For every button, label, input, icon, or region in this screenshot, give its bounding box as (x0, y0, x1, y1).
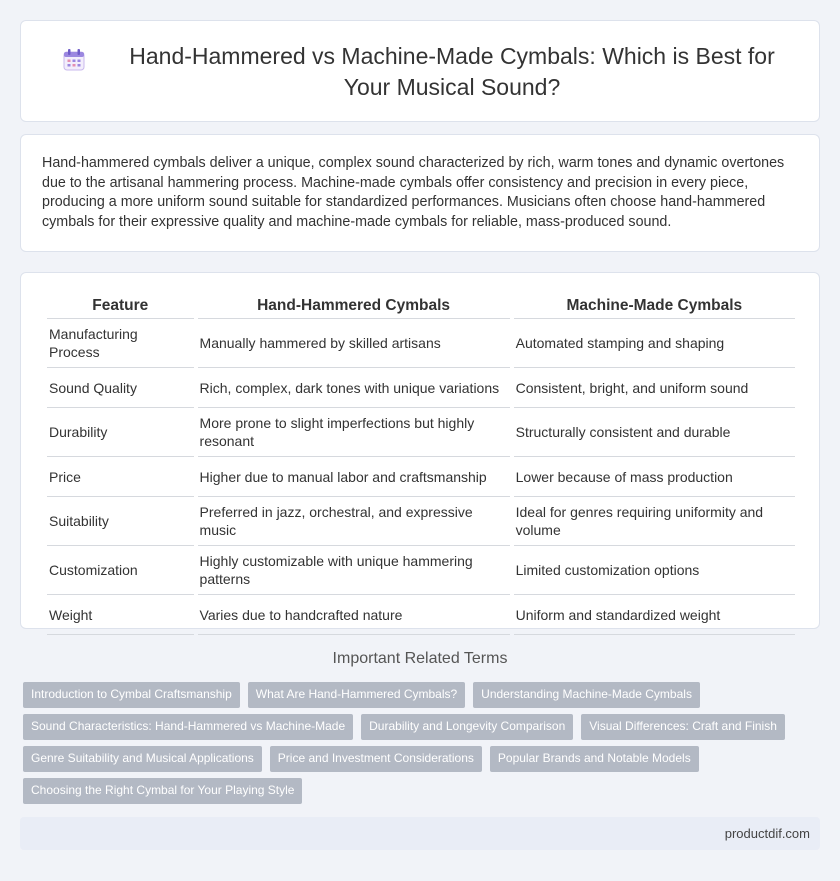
table-row (47, 319, 795, 368)
machine-made-cell: Structurally consistent and durable (514, 408, 795, 457)
header-feature: Feature (47, 295, 194, 319)
machine-made-cell: Consistent, bright, and uniform sound (514, 368, 795, 408)
machine-made-cell: Uniform and standardized weight (514, 595, 795, 635)
related-term-tag[interactable]: Price and Investment Considerations (270, 746, 482, 772)
title-card (20, 20, 820, 122)
tag-row (23, 778, 803, 804)
table-row (47, 457, 795, 497)
related-term-tag[interactable]: Introduction to Cymbal Craftsmanship (23, 682, 240, 708)
table-row (47, 497, 795, 546)
feature-cell: Durability (47, 408, 194, 457)
header-machine-made: Machine-Made Cymbals (514, 295, 795, 319)
related-terms-list (23, 682, 803, 810)
related-term-tag[interactable]: Sound Characteristics: Hand-Hammered vs Machine-Made (23, 714, 353, 740)
footer-site-link[interactable]: productdif.com (724, 826, 810, 841)
related-term-tag[interactable]: Genre Suitability and Musical Applications (23, 746, 262, 772)
machine-made-cell: Limited customization options (514, 546, 795, 595)
related-term-tag[interactable]: Choosing the Right Cymbal for Your Playing Style (23, 778, 302, 804)
tag-row (23, 682, 803, 708)
related-term-tag[interactable]: Visual Differences: Craft and Finish (581, 714, 785, 740)
hand-hammered-cell: Manually hammered by skilled artisans (198, 319, 510, 368)
feature-cell: Customization (47, 546, 194, 595)
title-wrap (61, 41, 799, 103)
related-term-tag[interactable]: Popular Brands and Notable Models (490, 746, 699, 772)
footer (20, 817, 820, 850)
hand-hammered-cell: Preferred in jazz, orchestral, and expressive music (198, 497, 510, 546)
comparison-card (20, 272, 820, 629)
hand-hammered-cell: Varies due to handcrafted nature (198, 595, 510, 635)
table-row (47, 546, 795, 595)
calendar-icon (61, 47, 87, 73)
feature-cell: Suitability (47, 497, 194, 546)
hand-hammered-cell: More prone to slight imperfections but highly resonant (198, 408, 510, 457)
related-term-tag[interactable]: What Are Hand-Hammered Cymbals? (248, 682, 465, 708)
hand-hammered-cell: Highly customizable with unique hammering patterns (198, 546, 510, 595)
comparison-table (43, 295, 799, 635)
table-row (47, 368, 795, 408)
feature-cell: Weight (47, 595, 194, 635)
feature-cell: Sound Quality (47, 368, 194, 408)
related-term-tag[interactable]: Durability and Longevity Comparison (361, 714, 573, 740)
table-header-row (47, 295, 795, 319)
page-title: Hand-Hammered vs Machine-Made Cymbals: Which is Best for Your Musical Sound? (129, 43, 775, 100)
feature-cell: Manufacturing Process (47, 319, 194, 368)
table-row (47, 595, 795, 635)
hand-hammered-cell: Rich, complex, dark tones with unique variations (198, 368, 510, 408)
hand-hammered-cell: Higher due to manual labor and craftsmanship (198, 457, 510, 497)
tag-row (23, 746, 803, 772)
related-term-tag[interactable]: Understanding Machine-Made Cymbals (473, 682, 700, 708)
intro-paragraph: Hand-hammered cymbals deliver a unique, complex sound characterized by rich, warm tones and dynamic overtones due to the artisanal hammering process. Machine-made cymbals offer consistency and precision in every piece, producing a more uniform sound suitable for standardized performances. Musicians often choose hand-hammered cymbals for their expressive quality and machine-made cymbals for reliable, mass-produced sound. (42, 155, 785, 230)
tag-row (23, 714, 803, 740)
header-hand-hammered: Hand-Hammered Cymbals (198, 295, 510, 319)
machine-made-cell: Automated stamping and shaping (514, 319, 795, 368)
related-terms-heading: Important Related Terms (332, 650, 508, 667)
table-row (47, 408, 795, 457)
intro-card (20, 134, 820, 252)
feature-cell: Price (47, 457, 194, 497)
machine-made-cell: Ideal for genres requiring uniformity and volume (514, 497, 795, 546)
machine-made-cell: Lower because of mass production (514, 457, 795, 497)
